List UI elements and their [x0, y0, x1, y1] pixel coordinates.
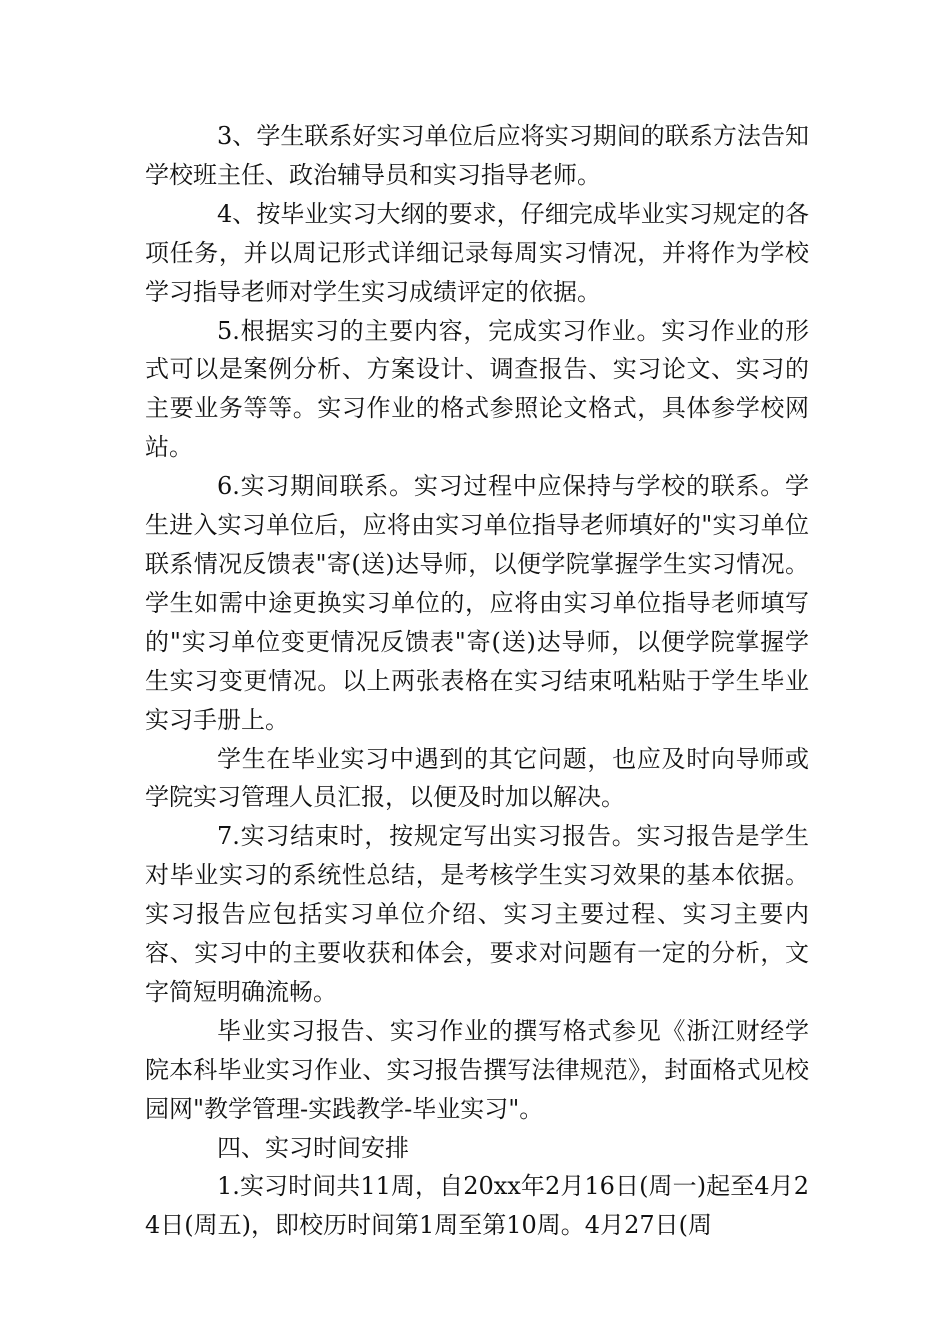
paragraph-item-4: 4、按毕业实习大纲的要求，仔细完成毕业实习规定的各项任务，并以周记形式详细记录每周实习情况，并将作为学校学习指导老师对学生实习成绩评定的依据。 [145, 199, 809, 306]
paragraph-report-format: 毕业实习报告、实习作业的撰写格式参见《浙江财经学院本科毕业实习作业、实习报告撰写法律规范》，封面格式见校园网"教学管理-实践教学-毕业实习"。 [145, 1016, 809, 1123]
document-body [145, 117, 809, 1245]
section-heading-schedule: 四、实习时间安排 [217, 1133, 409, 1162]
paragraph-item-5: 5.根据实习的主要内容，完成实习作业。实习作业的形式可以是案例分析、方案设计、调查报告、实习论文、实习的主要业务等等。实习作业的格式参照论文格式，具体参学校网站。 [145, 316, 809, 462]
paragraph-item-3: 3、学生联系好实习单位后应将实习期间的联系方法告知学校班主任、政治辅导员和实习指导老师。 [145, 122, 809, 189]
paragraph-item-7: 7.实习结束时，按规定写出实习报告。实习报告是学生对毕业实习的系统性总结，是考核学生实习效果的基本依据。实习报告应包括实习单位介绍、实习主要过程、实习主要内容、实习中的主要收获和体会，要求对问题有一定的分析，文字简短明确流畅。 [145, 822, 809, 1006]
paragraph-other-issues: 学生在毕业实习中遇到的其它问题，也应及时向导师或学院实习管理人员汇报，以便及时加以解决。 [145, 744, 809, 812]
paragraph-item-6: 6.实习期间联系。实习过程中应保持与学校的联系。学生进入实习单位后，应将由实习单位指导老师填好的"实习单位联系情况反馈表"寄(送)达导师，以便学院掌握学生实习情况。学生如需中途更换实习单位的，应将由实习单位指导老师填写的"实习单位变更情况反馈表"寄(送)达导师，以便学院掌握学生实习变更情况。以上两张表格在实习结束吼粘贴于学生毕业实习手册上。 [145, 472, 809, 734]
paragraph-schedule-1: 1.实习时间共11周，自20xx年2月16日(周一)起至4月24日(周五)，即校历时间第1周至第10周。4月27日(周 [145, 1172, 809, 1240]
